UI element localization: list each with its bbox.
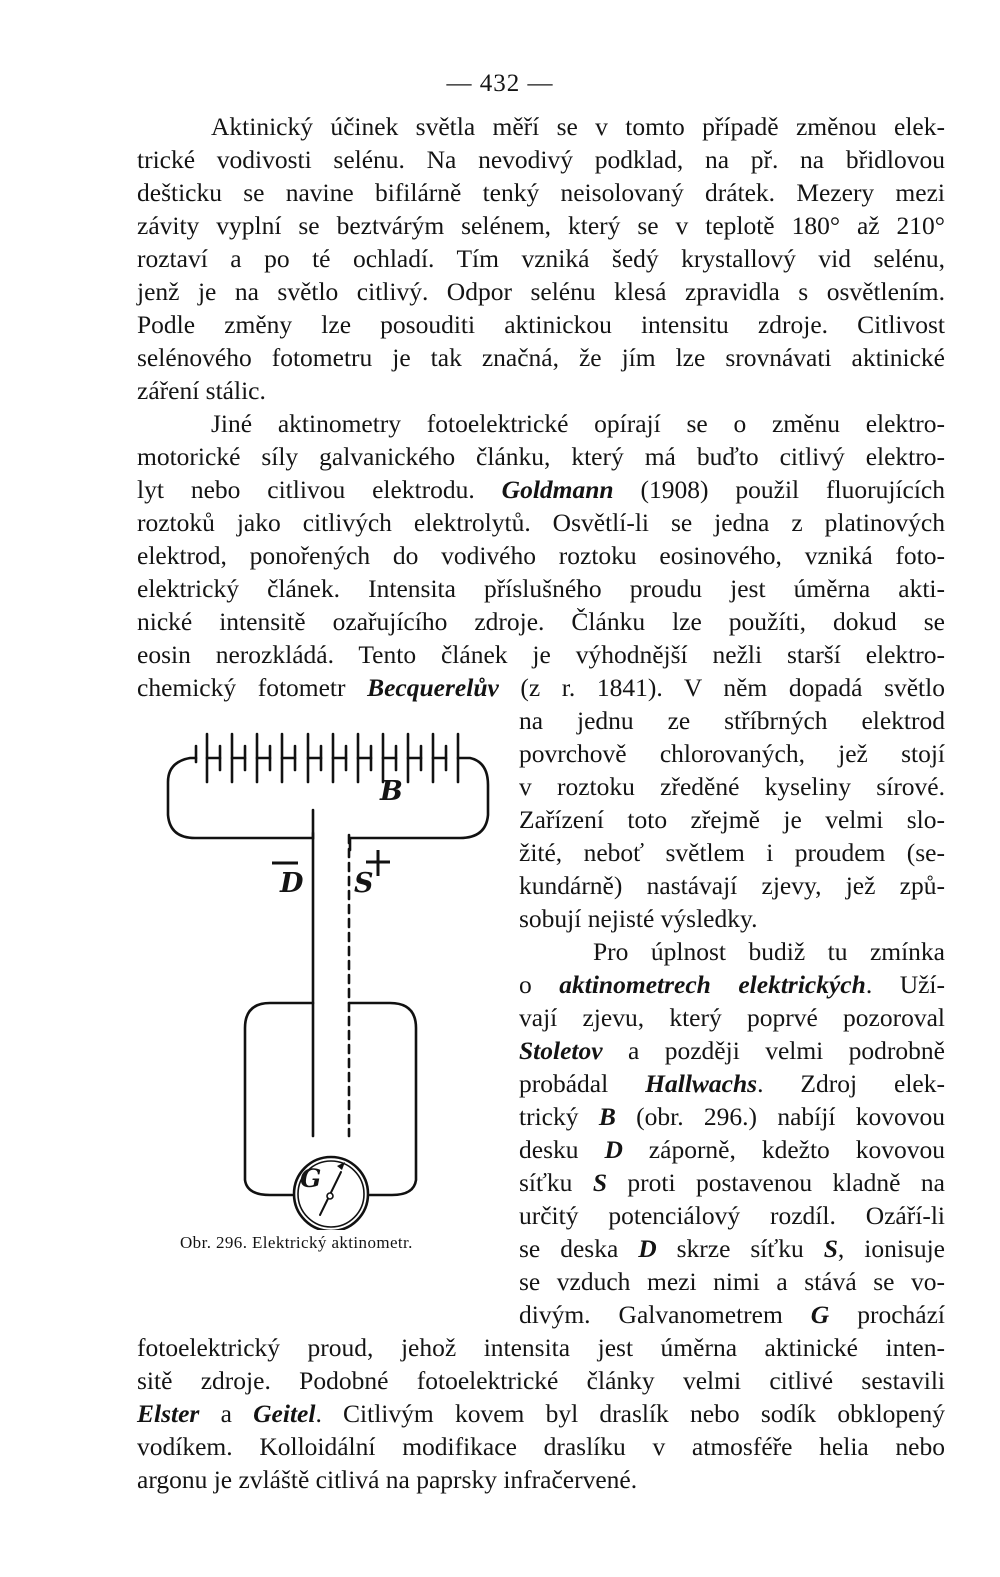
text-line: se vzduch mezi nimi a stává se vo- <box>519 1267 945 1296</box>
figure-caption: Obr. 296. Elektrický aktinometr. <box>180 1233 413 1252</box>
text-line: motorické síly galvanického článku, který má buďto citlivý elektro- <box>137 442 945 471</box>
text-line: Jiné aktinometry fotoelektrické opírají se o změnu elektro- <box>211 409 945 438</box>
text-line: argonu je zvláště citlivá na paprsky infračervené. <box>137 1465 638 1494</box>
text-line: určitý potenciálový rozdíl. Ozáří-li <box>519 1201 945 1230</box>
text-line: vodíkem. Kolloidální modifikace draslíku v atmosféře helia nebo <box>137 1432 945 1461</box>
text-line: vají zjevu, který poprvé pozoroval <box>519 1003 945 1032</box>
battery-label: B <box>380 776 403 807</box>
figure-aktinometr <box>160 710 500 1230</box>
text-line: kundárně) nastávají zjevy, jež způ- <box>519 871 945 900</box>
text-line: na jednu ze stříbrných elektrod <box>519 706 945 735</box>
text-line: nické intensitě ozařujícího zdroje. Článku lze použíti, dokud se <box>137 607 945 636</box>
text-line: žité, neboť světlem i proudem (se- <box>519 838 945 867</box>
galvanometer-label: G <box>300 1164 322 1193</box>
text-line: Podle změny lze posouditi aktinickou intensitu zdroje. Citlivost <box>137 310 945 339</box>
text-line: sitě zdroje. Podobné fotoelektrické články velmi citlivé sestavili <box>137 1366 945 1395</box>
text-line: divým. Galvanometrem G prochází <box>519 1300 945 1329</box>
text-line: trické vodivosti selénu. Na nevodivý podklad, na př. na břidlovou <box>137 145 945 174</box>
text-line: sobují nejisté výsledky. <box>519 904 758 933</box>
text-line: selénového fotometru je tak značná, že jím lze srovnávati aktinické <box>137 343 945 372</box>
text-line: síťku S proti postavenou kladně na <box>519 1168 945 1197</box>
text-line: Zařízení toto zřejmě je velmi slo- <box>519 805 945 834</box>
text-line: desku D záporně, kdežto kovovou <box>519 1135 945 1164</box>
circuit-diagram <box>160 710 500 1230</box>
text-line: elektrod, ponořených do vodivého roztoku eosinového, vzniká foto- <box>137 541 945 570</box>
text-line: roztaví a po té ochladí. Tím vzniká šedý krystallový vid selénu, <box>137 244 945 273</box>
battery-icon <box>196 734 458 782</box>
text-line: chemický fotometr Becquerelův (z r. 1841). V něm dopadá světlo <box>137 673 945 702</box>
text-line: Stoletov a později velmi podrobně <box>519 1036 945 1065</box>
text-line: Aktinický účinek světla měří se v tomto případě změnou elek- <box>211 112 945 141</box>
text-line: jenž je na světlo citlivý. Odpor selénu klesá zpravidla s osvětlením. <box>137 277 945 306</box>
text-line: trický B (obr. 296.) nabíjí kovovou <box>519 1102 946 1131</box>
text-line: Elster a Geitel. Citlivým kovem byl draslík nebo sodík obklopený <box>137 1399 945 1428</box>
plate-label: D <box>280 868 304 899</box>
text-line: eosin nerozkládá. Tento článek je výhodnější nežli starší elektro- <box>137 640 945 669</box>
text-line: povrchově chlorovaných, jež stojí <box>519 739 945 768</box>
text-line: se deska D skrze síťku S, ionisuje <box>519 1234 945 1263</box>
text-line: dešticku se navine bifilárně tenký neisolovaný drátek. Mezery mezi <box>137 178 945 207</box>
text-line: fotoelektrický proud, jehož intensita jest úměrna aktinické inten- <box>137 1333 945 1362</box>
text-line: probádal Hallwachs. Zdroj elek- <box>519 1069 945 1098</box>
text-line: záření stálic. <box>137 376 266 405</box>
text-line: o aktinometrech elektrických. Uží- <box>519 970 946 999</box>
page-number: — 432 — <box>446 70 554 97</box>
grid-label: S <box>354 868 374 899</box>
text-line: v roztoku zředěné kyseliny sírové. <box>519 772 945 801</box>
text-line: elektrický článek. Intensita příslušného proudu jest úměrna akti- <box>137 574 945 603</box>
text-line: roztoků jako citlivých elektrolytů. Osvětlí-li se jedna z platinových <box>137 508 945 537</box>
text-line: závity vyplní se beztvárým selénem, který se v teplotě 180° až 210° <box>137 211 945 240</box>
text-line: Pro úplnost budiž tu zmínka <box>593 937 945 966</box>
text-line: lyt nebo citlivou elektrodu. Goldmann (1908) použil fluorujících <box>137 475 945 504</box>
